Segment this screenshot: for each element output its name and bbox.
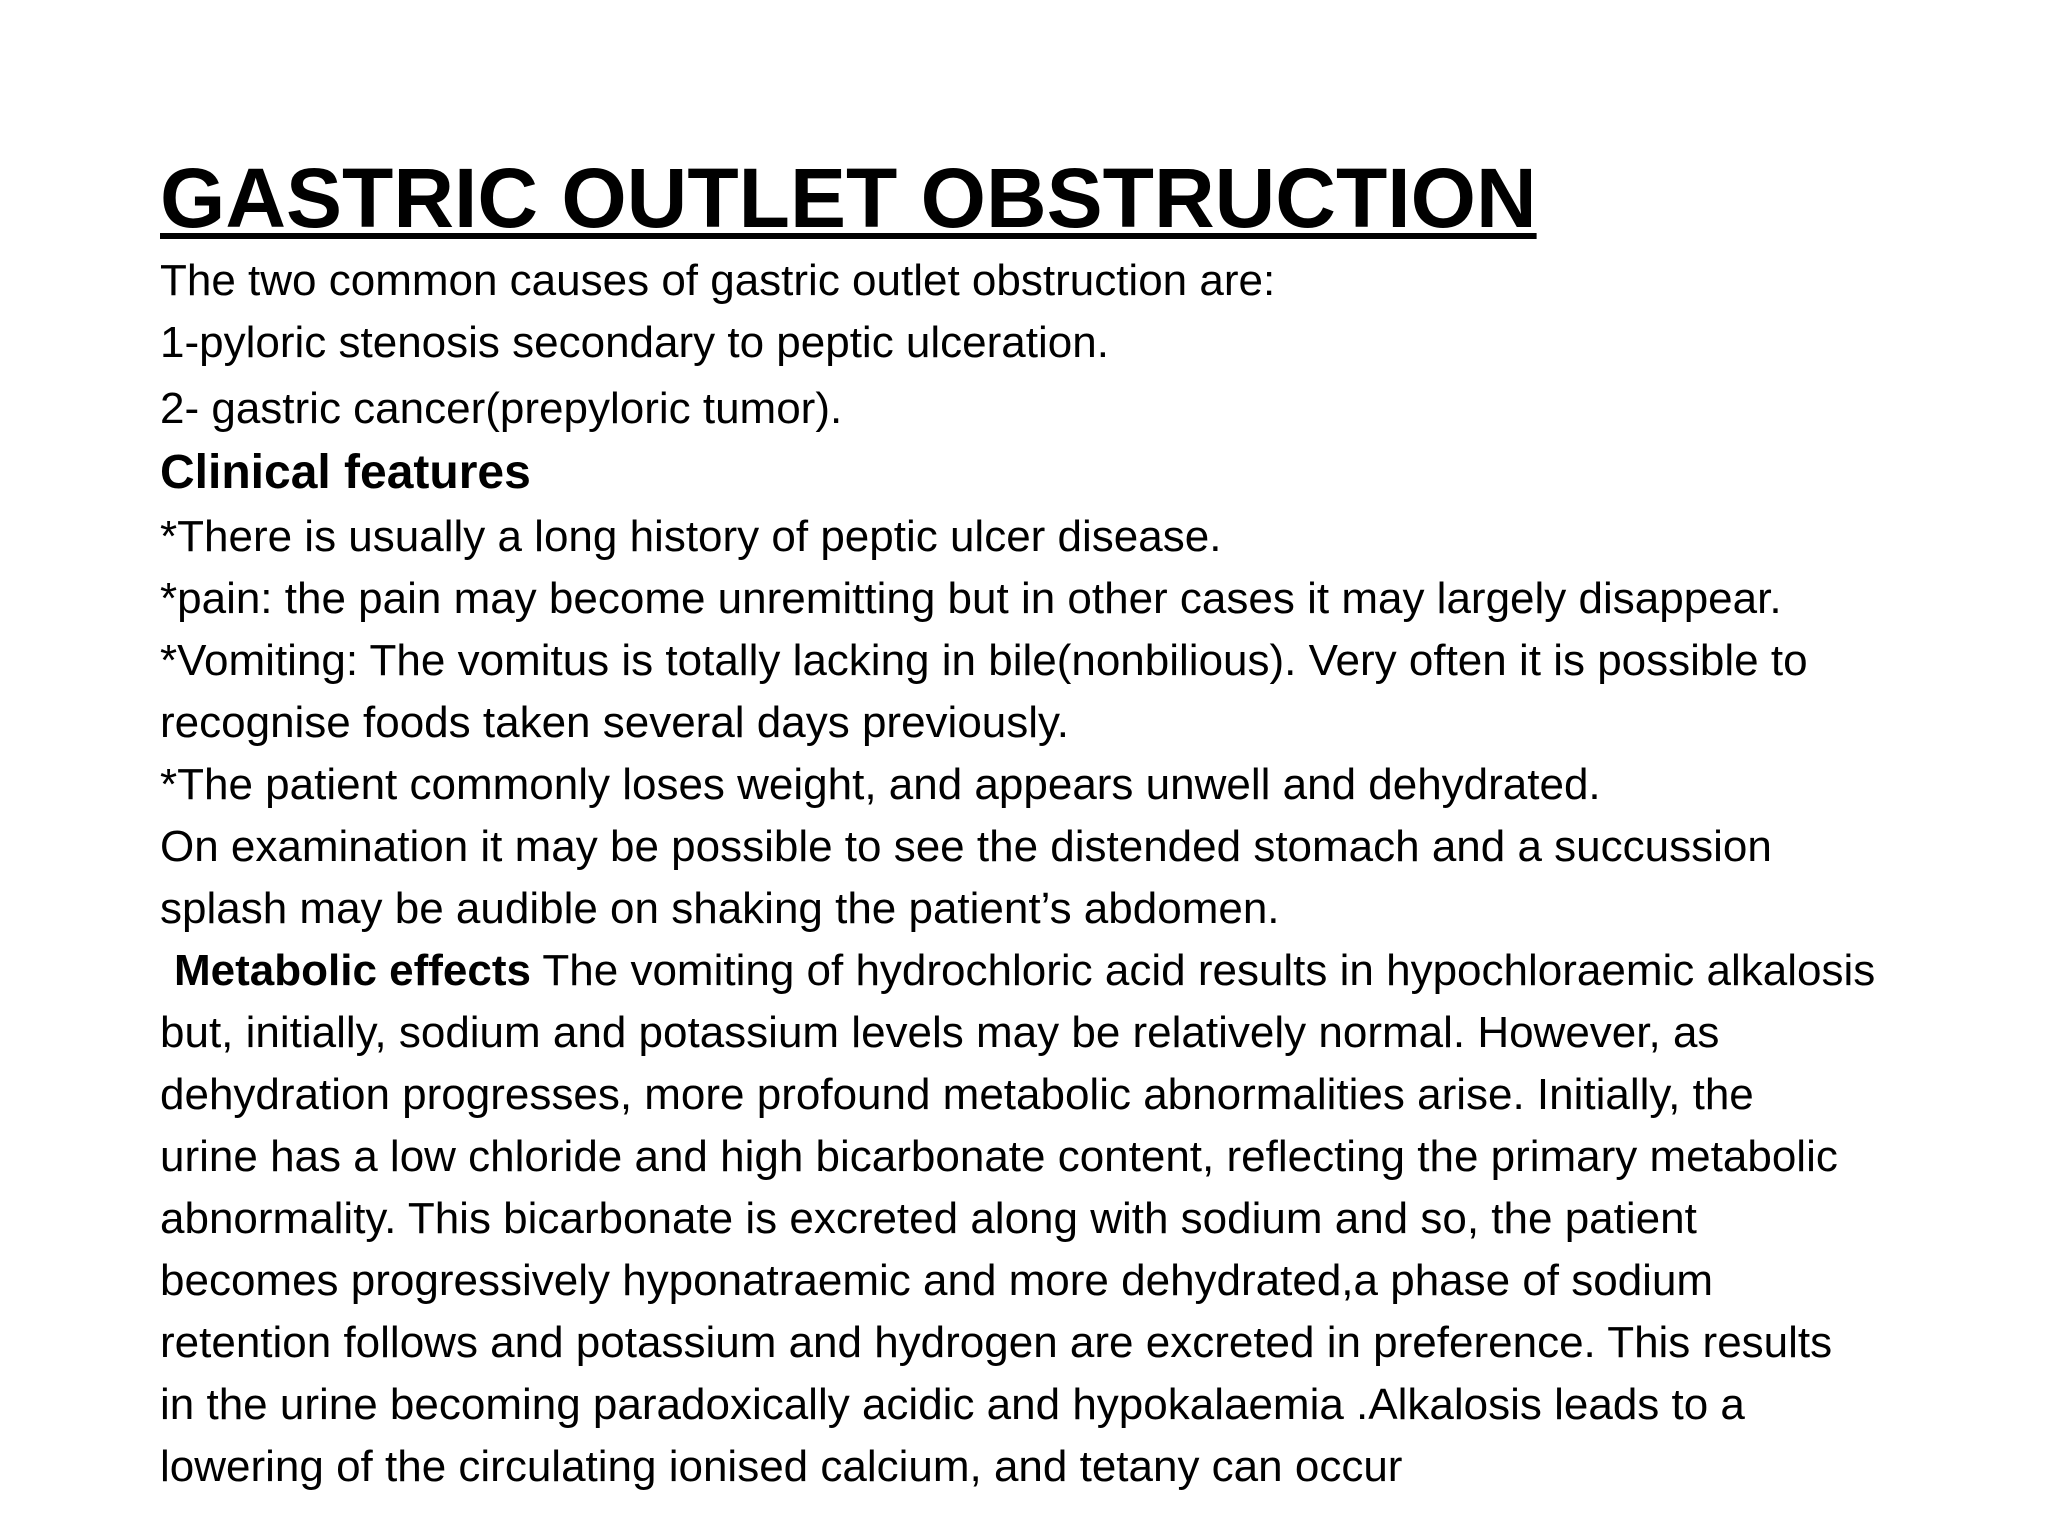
clinical-line-5: *The patient commonly loses weight, and appears unwell and dehydrated. <box>160 760 1601 809</box>
clinical-features-heading: Clinical features <box>160 446 531 499</box>
metabolic-effects-heading: Metabolic effects <box>174 946 531 995</box>
metabolic-line-4: urine has a low chloride and high bicarbonate content, reflecting the primary metabolic <box>160 1132 1838 1181</box>
clinical-line-7: splash may be audible on shaking the patient’s abdomen. <box>160 884 1280 933</box>
clinical-line-1: *There is usually a long history of peptic ulcer disease. <box>160 512 1222 561</box>
clinical-line-6: On examination it may be possible to see the distended stomach and a succussion <box>160 822 1772 871</box>
metabolic-text-1: The vomiting of hydrochloric acid results in hypochloraemic alkalosis <box>530 946 1876 995</box>
document-page <box>160 150 2020 1498</box>
metabolic-line-8: in the urine becoming paradoxically acidic and hypokalaemia .Alkalosis leads to a <box>160 1380 1745 1429</box>
metabolic-line-2: but, initially, sodium and potassium levels may be relatively normal. However, as <box>160 1008 1720 1057</box>
metabolic-line-7: retention follows and potassium and hydrogen are excreted in preference. This results <box>160 1318 1833 1367</box>
metabolic-line-6: becomes progressively hyponatraemic and more dehydrated,a phase of sodium <box>160 1256 1714 1305</box>
metabolic-line-9: lowering of the circulating ionised calcium, and tetany can occur <box>160 1442 1403 1491</box>
cause-item-1: 1-pyloric stenosis secondary to peptic ulceration. <box>160 318 1109 367</box>
intro-text: The two common causes of gastric outlet obstruction are: <box>160 256 1276 305</box>
clinical-line-2: *pain: the pain may become unremitting but in other cases it may largely disappear. <box>160 574 1782 623</box>
metabolic-line-1 <box>160 940 2020 1002</box>
cause-item-2: 2- gastric cancer(prepyloric tumor). <box>160 384 843 433</box>
metabolic-line-3: dehydration progresses, more profound metabolic abnormalities arise. Initially, the <box>160 1070 1754 1119</box>
clinical-line-3: *Vomiting: The vomitus is totally lacking in bile(nonbilious). Very often it is possible to <box>160 636 1808 685</box>
metabolic-line-5: abnormality. This bicarbonate is excreted along with sodium and so, the patient <box>160 1194 1697 1243</box>
document-title: GASTRIC OUTLET OBSTRUCTION <box>160 151 1537 245</box>
clinical-line-4: recognise foods taken several days previously. <box>160 698 1070 747</box>
